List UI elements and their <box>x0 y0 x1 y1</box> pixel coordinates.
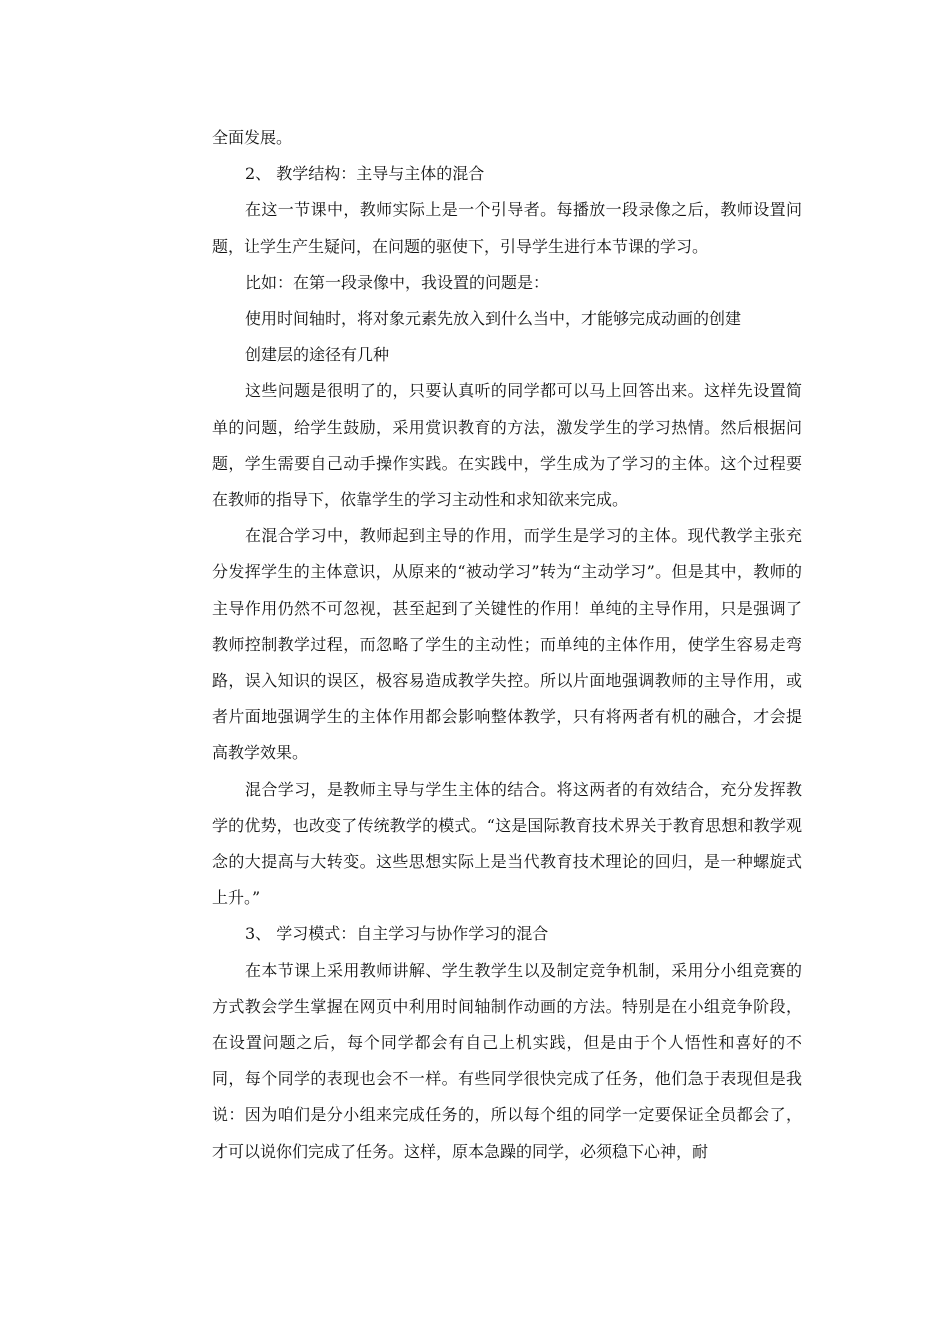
section-heading-learning-mode: 3、 学习模式：自主学习与协作学习的混合 <box>245 924 549 944</box>
paragraph-blended-learning-combination: 混合学习，是教师主导与学生主体的结合。将这两者的有效结合，充分发挥教学的优势，也改变了传统教学的模式。“这是国际教育技术界关于教育思想和教学观念的大提高与大转变。这些思想实际上是当代教育技术理论的回归，是一种螺旋式上升。” <box>212 779 802 908</box>
question-item-timeline: 使用时间轴时，将对象元素先放入到什么当中，才能够完成动画的创建 <box>245 309 742 329</box>
body-text <box>212 120 802 1170</box>
section-heading-teaching-structure: 2、 教学结构：主导与主体的混合 <box>245 164 485 184</box>
question-item-layers: 创建层的途径有几种 <box>245 345 390 365</box>
paragraph-simple-questions: 这些问题是很明了的，只要认真听的同学都可以马上回答出来。这样先设置简单的问题，给学生鼓励，采用赏识教育的方法，激发学生的学习热情。然后根据问题，学生需要自己动手操作实践。在实践中，学生成为了学习的主体。这个过程要在教师的指导下，依靠学生的学习主动性和求知欲来完成。 <box>212 381 802 510</box>
paragraph-continuation: 全面发展。 <box>212 128 293 147</box>
paragraph-example-intro: 比如：在第一段录像中，我设置的问题是： <box>245 272 550 292</box>
paragraph-blended-learning-roles: 在混合学习中，教师起到主导的作用，而学生是学习的主体。现代教学主张充分发挥学生的主体意识，从原来的“被动学习”转为“主动学习”。但是其中，教师的主导作用仍然不可忽视，甚至起到了关键性的作用！单纯的主导作用，只是强调了教师控制教学过程，而忽略了学生的主动性；而单纯的主体作用，使学生容易走弯路，误入知识的误区，极容易造成教学失控。所以片面地强调教师的主导作用，或者片面地强调学生的主体作用都会影响整体教学，只有将两者有机的融合，才会提高教学效果。 <box>212 526 802 763</box>
paragraph-group-competition: 在本节课上采用教师讲解、学生教学生以及制定竞争机制，采用分小组竞赛的方式教会学生掌握在网页中利用时间轴制作动画的方法。特别是在小组竞争阶段，在设置问题之后，每个同学都会有自己上机实践，但是由于个人悟性和喜好的不同，每个同学的表现也会不一样。有些同学很快完成了任务，他们急于表现但是我说：因为咱们是分小组来完成任务的，所以每个组的同学一定要保证全员都会了，才可以说你们完成了任务。这样，原本急躁的同学，必须稳下心神，耐 <box>212 960 802 1161</box>
paragraph-teacher-guide: 在这一节课中，教师实际上是一个引导者。每播放一段录像之后，教师设置问题，让学生产生疑问，在问题的驱使下，引导学生进行本节课的学习。 <box>212 200 802 256</box>
